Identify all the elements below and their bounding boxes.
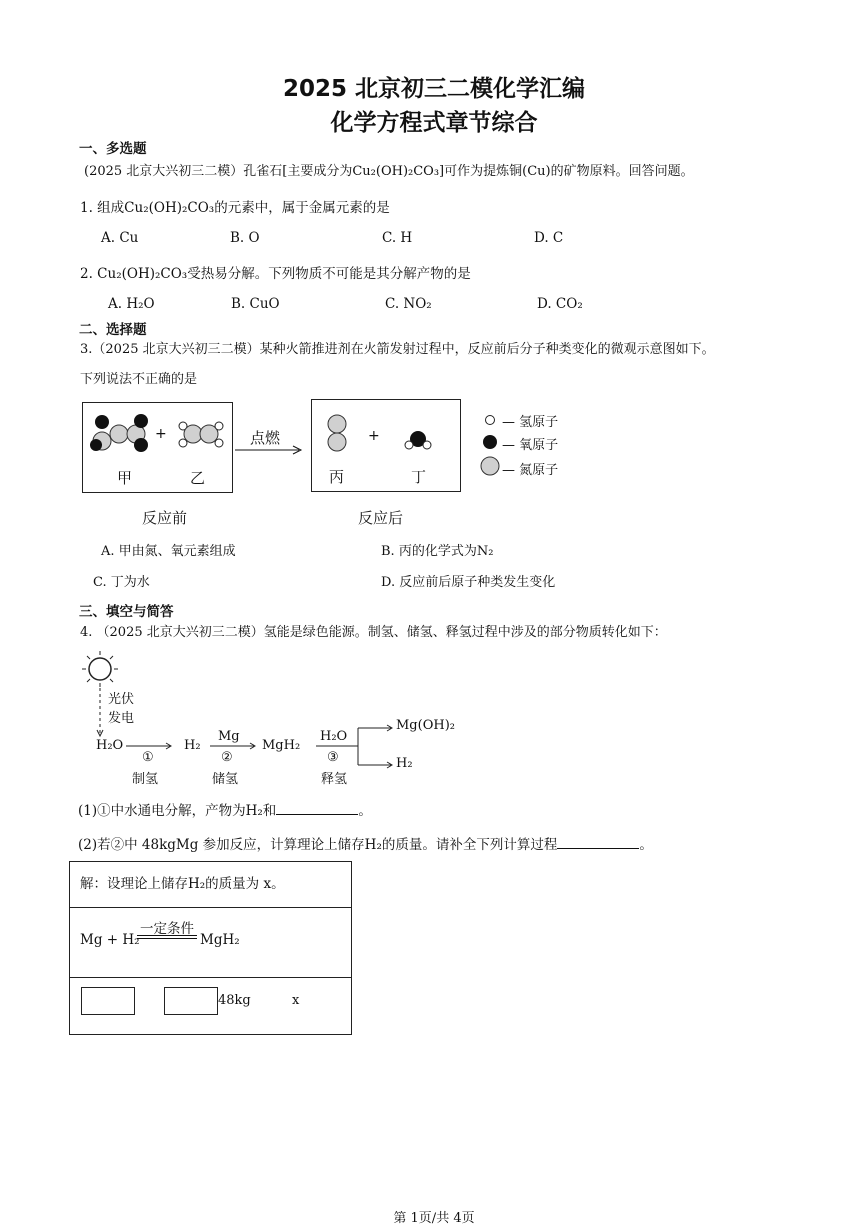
- oxygen-atom: [95, 415, 109, 429]
- q1-option-b: B. O: [230, 230, 260, 246]
- calculation-table: [69, 861, 352, 1035]
- step-name-1: 制氢: [132, 772, 159, 787]
- q4-sub2: (2)若②中 48kgMg 参加反应，计算理论上储存H₂的质量。请补全下列计算过程 。: [78, 837, 653, 853]
- legend-hydrogen: — 氢原子: [502, 415, 559, 430]
- caption-after: 反应后: [358, 509, 404, 527]
- nitrogen-atom: [110, 425, 128, 443]
- step-name-2: 储氢: [212, 772, 239, 787]
- hydrogen-atom: [405, 441, 413, 449]
- oxygen-atom: [90, 439, 102, 451]
- legend-oxygen: — 氧原子: [502, 438, 559, 453]
- table-row-1-text: 解：设理论上储存H₂的质量为 x。: [80, 876, 285, 892]
- plus-sign: +: [155, 426, 167, 442]
- nitrogen-atom: [328, 415, 346, 433]
- reagent-mg: Mg: [218, 729, 240, 744]
- table-divider: [70, 907, 351, 908]
- hydrogen-atom: [215, 439, 223, 447]
- q3-option-a: A. 甲由氮、氧元素组成: [101, 544, 236, 559]
- q3-option-c: C. 丁为水: [93, 575, 150, 590]
- step-2: ②: [221, 750, 233, 765]
- step-1: ①: [142, 750, 154, 765]
- answer-box-mg[interactable]: [81, 987, 135, 1015]
- equation-line-top: [137, 935, 197, 936]
- q3-stem-line-2: 下列说法不正确的是: [80, 372, 198, 387]
- q1-option-a: A. Cu: [101, 230, 139, 246]
- q2-stem: 2. Cu₂(OH)₂CO₃受热易分解。下列物质不可能是其分解产物的是: [80, 266, 471, 282]
- answer-blank-1[interactable]: [276, 802, 358, 815]
- title-line-1: 2025 北京初三二模化学汇编: [282, 76, 586, 102]
- label-bing: 丙: [329, 468, 345, 486]
- answer-blank-2[interactable]: [557, 836, 639, 849]
- solar-label-1: 光伏: [108, 692, 135, 707]
- product-hydrogen: H₂: [396, 756, 413, 771]
- table-divider: [70, 977, 351, 978]
- mass-unknown: x: [292, 993, 300, 1008]
- step-3: ③: [327, 750, 339, 765]
- label-jia: 甲: [117, 469, 133, 487]
- hydrogen-atom: [179, 439, 187, 447]
- reactant-molecules: [83, 403, 232, 492]
- section-heading-2: 二、选择题: [79, 322, 147, 338]
- q3-stem-line-1: 3.（2025 北京大兴初三二模）某种火箭推进剂在火箭发射过程中，反应前后分子种类变化的微观示意图如下。: [80, 342, 715, 357]
- oxygen-atom: [134, 414, 148, 428]
- section-heading-3: 三、填空与简答: [79, 604, 174, 620]
- oxygen-atom: [134, 438, 148, 452]
- species-water: H₂O: [96, 738, 124, 753]
- q1-intro: (2025 北京大兴初三二模）孔雀石[主要成分为Cu₂(OH)₂CO₃]可作为提炼铜(Cu)的矿物原料。回答问题。: [84, 164, 694, 179]
- nitrogen-atom-icon: [481, 457, 499, 475]
- q2-option-c: C. NO₂: [385, 296, 432, 312]
- q1-option-d: D. C: [534, 230, 564, 246]
- oxygen-atom-icon: [483, 435, 497, 449]
- hydrogen-atom-icon: [486, 416, 495, 425]
- solar-label-2: 发电: [108, 711, 135, 726]
- caption-before: 反应前: [142, 509, 188, 527]
- reaction-arrow: [235, 444, 305, 456]
- nitrogen-atom: [184, 425, 202, 443]
- reagent-water: H₂O: [320, 729, 348, 744]
- step-name-3: 释氢: [321, 772, 348, 787]
- hydrogen-atom: [215, 422, 223, 430]
- label-yi: 乙: [190, 469, 206, 487]
- q3-option-b: B. 丙的化学式为N₂: [381, 544, 494, 559]
- before-reaction-box: [82, 402, 233, 493]
- equation-left: Mg + H₂: [80, 932, 140, 948]
- species-magnesium-hydride: MgH₂: [262, 738, 301, 753]
- answer-box-h2[interactable]: [164, 987, 218, 1015]
- hydrogen-atom: [423, 441, 431, 449]
- q4-stem: 4. （2025 北京大兴初三二模）氢能是绿色能源。制氢、储氢、释氢过程中涉及的部分物质转化如下：: [80, 625, 667, 640]
- q2-option-d: D. CO₂: [537, 296, 583, 312]
- q4-sub1: (1)①中水通电分解，产物为H₂和 。: [78, 803, 372, 819]
- equation-line-bottom: [137, 938, 197, 939]
- q2-option-a: A. H₂O: [108, 296, 155, 312]
- species-hydrogen: H₂: [184, 738, 201, 753]
- nitrogen-atom: [328, 433, 346, 451]
- equation-condition: 一定条件: [140, 921, 194, 937]
- product-magnesium-hydroxide: Mg(OH)₂: [396, 718, 455, 733]
- q3-option-d: D. 反应前后原子种类发生变化: [381, 575, 556, 590]
- title-line-2: 化学方程式章节综合: [330, 110, 538, 136]
- section-heading-1: 一、多选题: [79, 141, 147, 157]
- label-ding: 丁: [411, 468, 427, 486]
- equation-right: MgH₂: [200, 932, 240, 948]
- page-number: 第 1页/共 4页: [393, 1211, 475, 1226]
- condition-ignite: 点燃: [250, 429, 281, 447]
- q2-option-b: B. CuO: [231, 296, 280, 312]
- plus-sign: +: [368, 428, 380, 444]
- mass-given: 48kg: [218, 993, 251, 1008]
- q1-stem: 1. 组成Cu₂(OH)₂CO₃的元素中，属于金属元素的是: [80, 200, 390, 216]
- q1-option-c: C. H: [382, 230, 413, 246]
- after-reaction-box: [311, 399, 461, 492]
- sun-icon: [82, 651, 118, 687]
- legend-nitrogen: — 氮原子: [502, 463, 559, 478]
